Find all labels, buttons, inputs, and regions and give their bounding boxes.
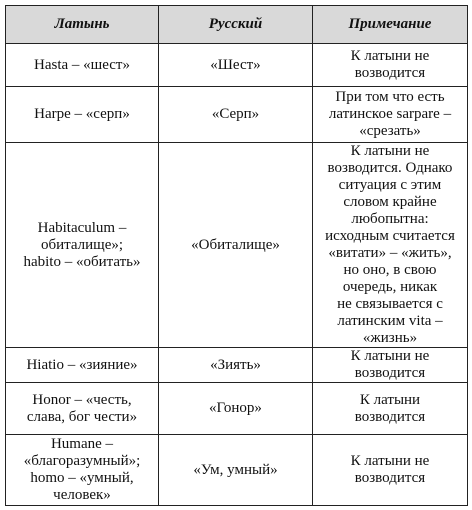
cell-line: возводится. Однако bbox=[327, 160, 453, 176]
cell-line: К латыни не bbox=[350, 453, 430, 469]
cell-latin bbox=[6, 435, 159, 506]
cell-line: возводится bbox=[354, 470, 426, 486]
cell-russian bbox=[159, 435, 313, 506]
cell-line: При том что есть bbox=[335, 89, 445, 105]
cell-latin bbox=[6, 143, 159, 348]
cell-latin bbox=[6, 348, 159, 383]
cell-line: «Шест» bbox=[210, 56, 261, 73]
table-row bbox=[6, 383, 468, 435]
cell-line: Honor – «честь, bbox=[32, 391, 132, 408]
cell-russian bbox=[159, 87, 313, 143]
cell-line: латинское sarpare – bbox=[328, 106, 452, 122]
cell-line: любопытна: bbox=[351, 211, 429, 227]
cell-russian bbox=[159, 348, 313, 383]
cell-line: К латыни не bbox=[350, 143, 430, 159]
table-row bbox=[6, 348, 468, 383]
cell-note bbox=[313, 143, 468, 348]
table-row bbox=[6, 435, 468, 506]
cell-line: возводится bbox=[354, 408, 426, 425]
table-row bbox=[6, 87, 468, 143]
cell-line: homo – «умный, bbox=[30, 470, 134, 486]
cell-line: ситуация с этим bbox=[338, 177, 442, 193]
cell-latin bbox=[6, 44, 159, 87]
cell-russian bbox=[159, 383, 313, 435]
etymology-table-container bbox=[5, 5, 467, 506]
cell-russian bbox=[159, 143, 313, 348]
header-note: Примечание bbox=[313, 6, 468, 44]
cell-line: слава, бог чести» bbox=[26, 408, 138, 425]
cell-line: «благоразумный»; bbox=[23, 453, 141, 469]
cell-note bbox=[313, 348, 468, 383]
etymology-table bbox=[5, 5, 468, 506]
cell-russian bbox=[159, 44, 313, 87]
cell-line: человек» bbox=[53, 487, 111, 503]
cell-line: очередь, никак bbox=[342, 279, 438, 295]
cell-latin bbox=[6, 383, 159, 435]
cell-line: «Обиталище» bbox=[191, 236, 280, 253]
cell-line: возводится bbox=[354, 365, 426, 381]
cell-note bbox=[313, 435, 468, 506]
cell-note bbox=[313, 44, 468, 87]
cell-line: Hasta – «шест» bbox=[34, 56, 130, 73]
cell-note bbox=[313, 383, 468, 435]
cell-line: возводится bbox=[354, 65, 426, 81]
cell-line: Humane – bbox=[50, 436, 114, 452]
cell-line: «Гонор» bbox=[209, 400, 262, 416]
cell-line: «жизнь» bbox=[362, 330, 418, 346]
cell-line: не связывается с bbox=[337, 296, 443, 312]
cell-line: «витати» – «жить», bbox=[328, 245, 452, 261]
cell-line: «Зиять» bbox=[210, 356, 261, 373]
cell-line: К латыни bbox=[359, 391, 421, 408]
cell-line: латинским vita – bbox=[337, 313, 443, 329]
cell-line: словом крайне bbox=[343, 194, 437, 210]
cell-line: «Серп» bbox=[211, 106, 260, 122]
header-latin: Латынь bbox=[6, 6, 159, 44]
cell-latin bbox=[6, 87, 159, 143]
table-row bbox=[6, 44, 468, 87]
cell-line: «Ум, умный» bbox=[193, 461, 278, 478]
table-row bbox=[6, 143, 468, 348]
header-russian: Русский bbox=[159, 6, 313, 44]
table-header-row bbox=[6, 6, 468, 44]
cell-line: Habitaculum – bbox=[37, 219, 127, 236]
cell-line: обиталище»; bbox=[40, 236, 124, 253]
cell-line: habito – «обитать» bbox=[23, 253, 141, 270]
cell-line: Hiatio – «зияние» bbox=[26, 356, 138, 373]
cell-note bbox=[313, 87, 468, 143]
cell-line: К латыни не bbox=[350, 48, 430, 64]
cell-line: «срезать» bbox=[359, 123, 421, 139]
cell-line: Harpe – «серп» bbox=[34, 106, 130, 122]
cell-line: К латыни не bbox=[350, 348, 430, 364]
cell-line: но оно, в свою bbox=[343, 262, 437, 278]
cell-line: исходным считается bbox=[325, 228, 455, 244]
